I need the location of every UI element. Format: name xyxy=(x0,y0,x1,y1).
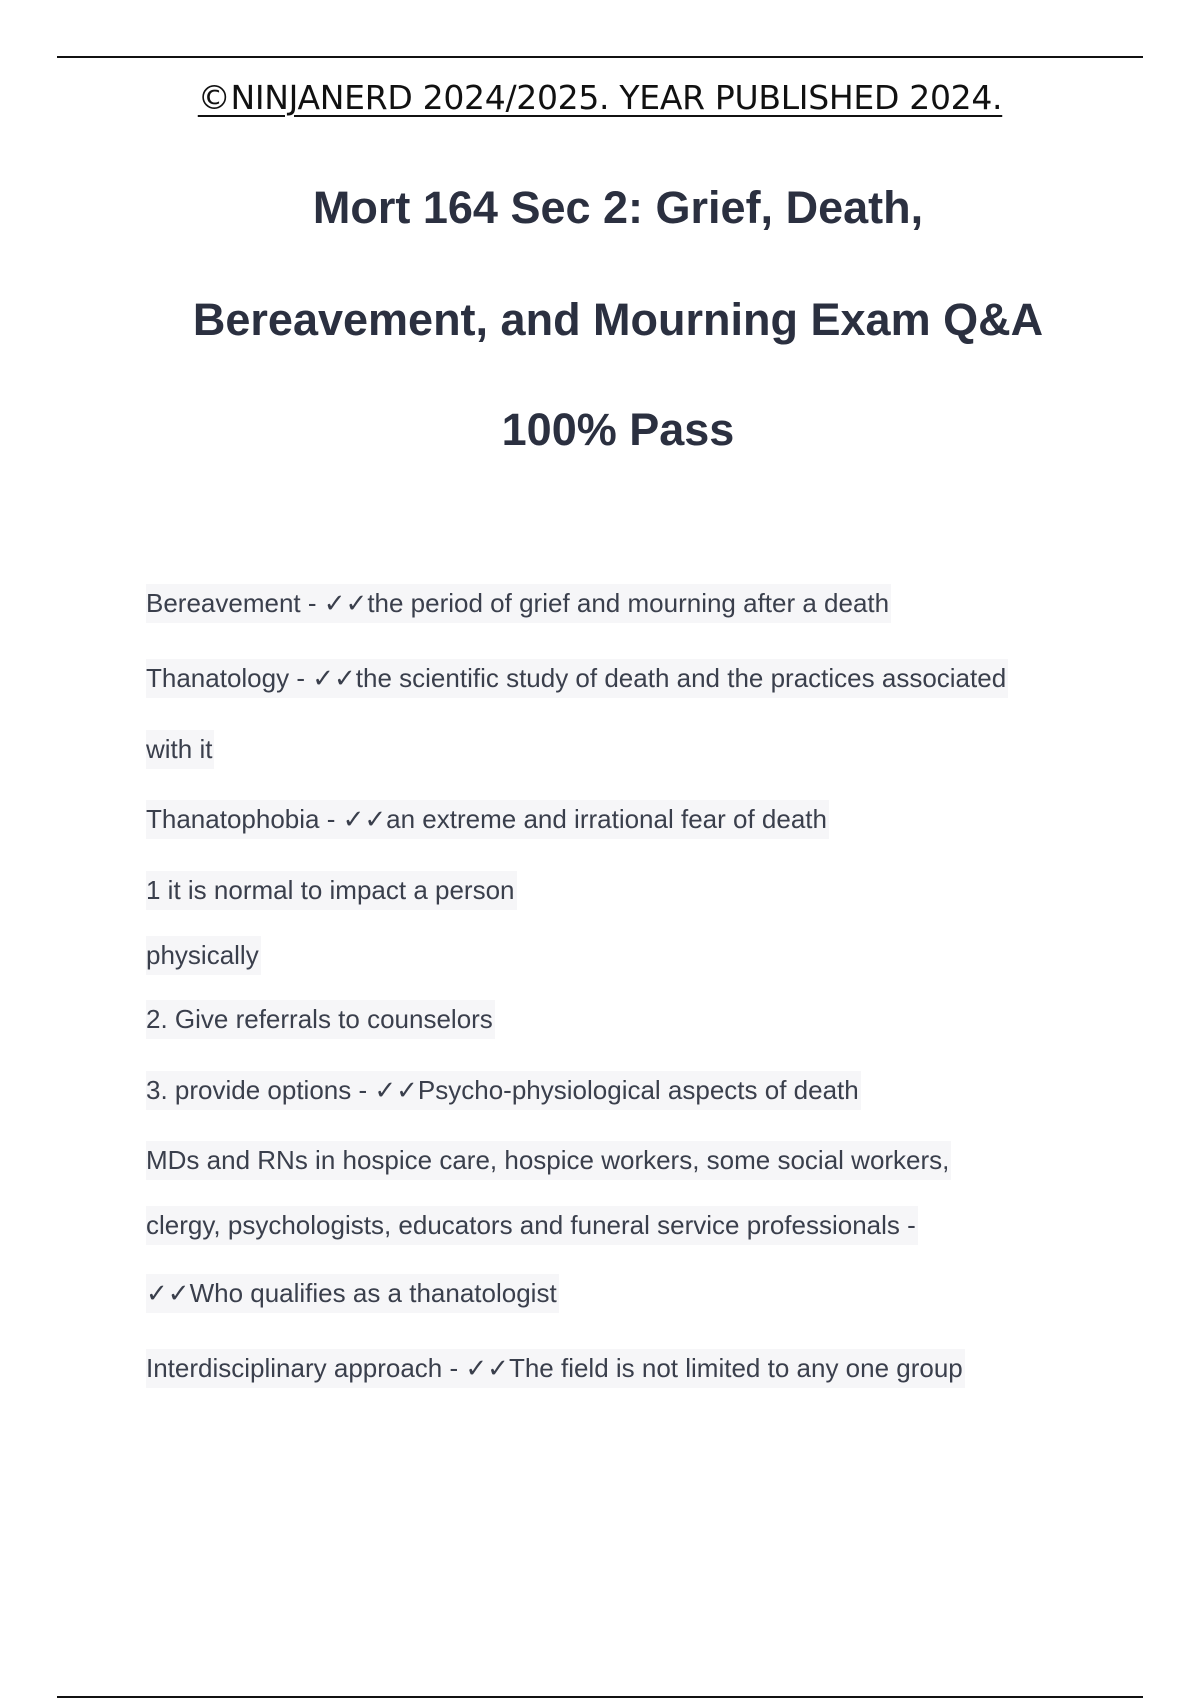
qa-line-interdisciplinary: Interdisciplinary approach - ✓✓The field is not limited to any one group xyxy=(146,1349,965,1388)
qa-line-item-1: 1 it is normal to impact a person xyxy=(146,871,517,910)
qa-line-thanatologist-q1: MDs and RNs in hospice care, hospice workers, some social workers, xyxy=(146,1141,951,1180)
qa-line-thanatologist-q2: clergy, psychologists, educators and funeral service professionals - xyxy=(146,1206,918,1245)
qa-line-item-1-cont: physically xyxy=(146,936,261,975)
page-title-line-3: 100% Pass xyxy=(501,404,735,455)
qa-line-thanatology: Thanatology - ✓✓the scientific study of death and the practices associated xyxy=(146,659,1008,698)
top-rule xyxy=(57,56,1143,58)
copyright-header xyxy=(0,78,1200,117)
qa-line-item-2: 2. Give referrals to counselors xyxy=(146,1000,495,1039)
bottom-rule xyxy=(57,1696,1143,1698)
qa-line-thanatologist-a: ✓✓Who qualifies as a thanatologist xyxy=(146,1274,559,1313)
page-title-line-1: Mort 164 Sec 2: Grief, Death, xyxy=(312,182,924,233)
qa-line-bereavement: Bereavement - ✓✓the period of grief and mourning after a death xyxy=(146,584,891,623)
copyright-text: ©NINJANERD 2024/2025. YEAR PUBLISHED 2024. xyxy=(197,78,1003,117)
page-title-line-2: Bereavement, and Mourning Exam Q&A xyxy=(192,294,1044,345)
qa-line-thanatophobia: Thanatophobia - ✓✓an extreme and irrational fear of death xyxy=(146,800,829,839)
qa-line-item-3: 3. provide options - ✓✓Psycho-physiological aspects of death xyxy=(146,1071,861,1110)
qa-line-thanatology-cont: with it xyxy=(146,730,214,769)
